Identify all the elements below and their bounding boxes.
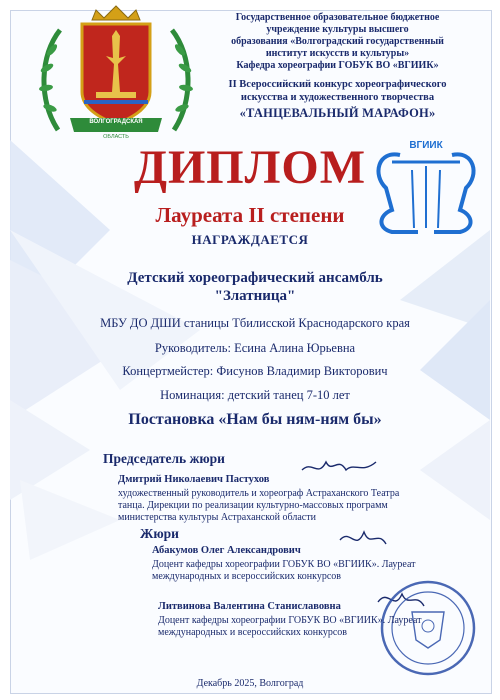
leader: Руководитель: Есина Алина Юрьевна xyxy=(154,341,356,355)
member1-signature xyxy=(340,532,386,544)
logo-text: ВГИИК xyxy=(409,140,443,151)
chair-name: Дмитрий Николаевич Пастухов xyxy=(118,474,270,485)
ensemble-name-line1: Детский хореографический ансамбль xyxy=(127,270,383,286)
jury-chair-title: Председатель жюри xyxy=(103,451,225,466)
emblem-sub-text: ОБЛАСТЬ xyxy=(103,134,129,140)
org-line: институт искусств и культуры» xyxy=(265,48,410,59)
organization-header xyxy=(190,12,485,72)
bg-triangle xyxy=(20,480,120,560)
diploma-title: ДИПЛОМ xyxy=(133,141,367,194)
region-emblem xyxy=(39,6,194,132)
member-name: Абакумов Олег Александрович xyxy=(152,545,301,556)
production-title: Постановка «Нам бы ням-ням бы» xyxy=(128,411,382,428)
chair-desc-line: танца. Дирекции по реализации культурно-массовых программ xyxy=(118,500,388,511)
org-line: Кафедра хореографии ГОБУК ВО «ВГИИК» xyxy=(236,60,439,71)
chair-description xyxy=(118,488,418,524)
member-desc-line: Доцент кафедры хореографии ГОБУК ВО «ВГИИК». Лауреат xyxy=(152,559,416,570)
contest-line: II Всероссийский конкурс хореографического xyxy=(228,79,447,90)
chair-desc-line: художественный руководитель и хореограф Астраханского Театра xyxy=(118,488,400,499)
bg-triangle xyxy=(420,420,490,520)
chair-signature xyxy=(302,462,376,470)
member-desc-line: Доцент кафедры хореографии ГОБУК ВО «ВГИИК». Лауреат xyxy=(158,615,422,626)
institution: МБУ ДО ДШИ станицы Тбилисской Краснодарского края xyxy=(100,316,410,330)
member-name: Литвинова Валентина Станиславовна xyxy=(158,601,341,612)
contest-title: «ТАНЦЕВАЛЬНЫЙ МАРАФОН» xyxy=(239,106,436,120)
member-desc-line: международных и всероссийских конкурсов xyxy=(152,571,341,582)
org-line: образования «Волгоградский государственный xyxy=(231,36,444,47)
org-line: учреждение культуры высшего xyxy=(266,24,409,35)
contest-line: искусства и художественного творчества xyxy=(240,92,435,103)
date-place: Декабрь 2025, Волгоград xyxy=(196,678,304,689)
member-description xyxy=(158,615,428,639)
jury-title: Жюри xyxy=(140,526,179,541)
nomination: Номинация: детский танец 7-10 лет xyxy=(160,388,350,402)
ensemble-name-line2: "Златница" xyxy=(214,288,296,304)
member-desc-line: международных и всероссийских конкурсов xyxy=(158,627,347,638)
org-line: Государственное образовательное бюджетное xyxy=(235,12,440,23)
emblem-ribbon-text: ВОЛГОГРАДСКАЯ xyxy=(89,119,143,125)
contest-header xyxy=(190,78,485,104)
accompanist: Концертмейстер: Фисунов Владимир Викторович xyxy=(122,364,388,378)
member-description xyxy=(152,559,422,583)
chair-desc-line: министерства культуры Астраханской области xyxy=(118,512,316,523)
awarded-label: НАГРАЖДАЕТСЯ xyxy=(191,232,309,247)
laureate-degree: Лауреата II степени xyxy=(155,203,345,227)
